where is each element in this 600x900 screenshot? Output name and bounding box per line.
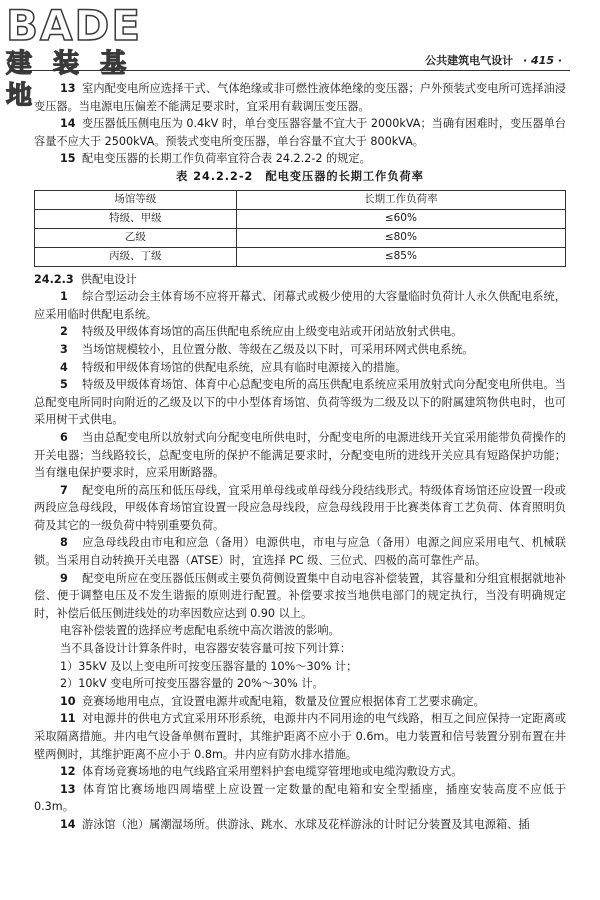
page-number: · 415 · xyxy=(523,54,562,67)
table-header-row xyxy=(35,190,566,209)
table-cell: 乙级 xyxy=(35,228,237,247)
clause-item: 10 竞赛场地用电点，宜设置电源井或配电箱，数量及位置应根据体育工艺要求确定。 xyxy=(60,694,485,708)
clause-item: 1 综合型运动会主体育场不应将开幕式、闭幕式或极少使用的大容量临时负荷计人永久供配电系统，应采用临时供配电系统。 xyxy=(34,290,566,321)
table-row xyxy=(35,209,566,228)
clause-item: 5 特级及甲级体育场馆、体育中心总配变电所的高压供配电系统应采用放射式向分配变电所供电。当总配变电所同时向附近的乙级及以下的中小型体育场馆、负荷等级为二级及以下的附属建筑物供电时，也可采用树干式供电。 xyxy=(34,378,566,427)
table-row xyxy=(35,228,566,247)
list-item: 2）10kV 变电所可按变压器容量的 20%～30% 计。 xyxy=(60,677,324,691)
logo-wordmark: BADE xyxy=(6,1,143,50)
clause-item: 4 特级和甲级体育场馆的供配电系统，应具有临时电源接入的措施。 xyxy=(60,360,407,374)
clause-item: 2 特级及甲级体育场馆的高压供配电系统应由上级变电站或开闭站放射式供电。 xyxy=(60,325,463,339)
table-cell: 特级、甲级 xyxy=(35,209,237,228)
table-row xyxy=(35,247,566,266)
clause-item: 9 配变电所应在变压器低压侧或主要负荷侧设置集中自动电容补偿装置，其容量和分组宜根据就地补偿、便于调整电压及不发生谐振的原则进行配置。补偿要求按当地供电部门的规定执行，当没有明确规定时，补偿后低压侧进线处的功率因数应达到 0.90 以上。 xyxy=(34,571,566,620)
table-header-cell: 长期工作负荷率 xyxy=(236,190,565,209)
clause-item: 7 配变电所的高压和低压母线，宜采用单母线或单母线分段结线形式。特级体育场馆还应设置一段或两段应急母线段，甲级体育场馆宜设置一段应急母线段，应急母线段用于比赛类体育工艺负荷、体育照明负荷及其它的一级负荷中特别重要负荷。 xyxy=(34,483,566,532)
clause-item: 3 当场馆规模较小，且位置分散、等级在乙级及以下时，可采用环网式供电系统。 xyxy=(60,342,474,356)
clause-item: 13 体育馆比赛场地四周墙壁上应设置一定数量的配电箱和安全型插座，插座安装高度不应低于 0.3m。 xyxy=(34,782,566,814)
running-head xyxy=(425,52,562,68)
clause-item: 14 变压器低压侧电压为 0.4kV 时，单台变压器容量不宜大于 2000kVA；当确有困难时，变压器单台容量不应大于 2500kVA。预装式变电所变压器，单台容量不宜大于 800kVA。 xyxy=(34,117,566,148)
body-paragraph: 电容补偿装置的选择应考虑配电系统中高次谐波的影响。 xyxy=(60,624,340,638)
table-cell: ≤60% xyxy=(236,209,565,228)
body-paragraph: 当不具备设计计算条件时，电容器安装容量可按下列计算： xyxy=(60,642,351,656)
clause-item: 8 应急母线段由市电和应急（备用）电源供电，市电与应急（备用）电源之间应采用电气、机械联锁。当采用自动转换开关电器（ATSE）时，宜选择 PC 级、三位式、四极的高可靠性产品。 xyxy=(34,536,566,568)
clause-item: 13 室内配变电所应选择干式、气体绝缘或非可燃性液体绝缘的变压器；户外预装式变电所可选择油浸变压器。当电源电压偏差不能满足要求时，宜采用有载调压变压器。 xyxy=(34,82,566,113)
clause-item: 6 当由总配变电所以放射式向分配变电所供电时，分配变电所的电源进线开关宜采用能带负荷操作的开关电器；当线路较长，总配变电所的保护不能满足要求时，分配变电所的进线开关应具有短路保护功能；当有继电保护要求时，应采用断路器。 xyxy=(34,430,566,480)
table-cell: ≤85% xyxy=(236,247,565,266)
table-cell: 丙级、丁级 xyxy=(35,247,237,266)
logo-subtitle: 建 装 基 地 xyxy=(6,49,133,111)
clause-item: 12 体育场竞赛场地的电气线路宜采用塑料护套电缆穿管埋地或电缆沟敷设方式。 xyxy=(60,765,463,779)
table-caption: 表 24.2.2-2 配电变压器的长期工作负荷率 xyxy=(176,169,424,183)
load-rate-table xyxy=(34,190,566,267)
clause-item: 11 对电源井的供电方式宜采用环形系统，电源井内不同用途的电气线路，相互之间应保持一定距离或采取隔离措施。井内电气设备单侧布置时，其维护距离不应小于 0.6m。电力装置和信号装置分别布置在井壁两侧时，其维护距离不应小于 0.8m。井内应有防水排水措施。 xyxy=(34,712,566,761)
clause-item: 15 配电变压器的长期工作负荷率宜符合表 24.2.2-2 的规定。 xyxy=(60,152,371,166)
running-head-title: 公共建筑电气设计 xyxy=(425,54,514,67)
header-rule xyxy=(10,70,570,71)
table-header-cell: 场馆等级 xyxy=(35,190,237,209)
list-item: 1）35kV 及以上变电所可按变压器容量的 10%～30% 计； xyxy=(60,659,358,673)
section-heading: 24.2.3 供配电设计 xyxy=(34,272,137,286)
clause-item: 14 游泳馆（池）属潮湿场所。供游泳、跳水、水球及花样游泳的计时记分装置及其电源箱、插 xyxy=(60,817,530,831)
table-cell: ≤80% xyxy=(236,228,565,247)
page-body xyxy=(34,80,566,834)
